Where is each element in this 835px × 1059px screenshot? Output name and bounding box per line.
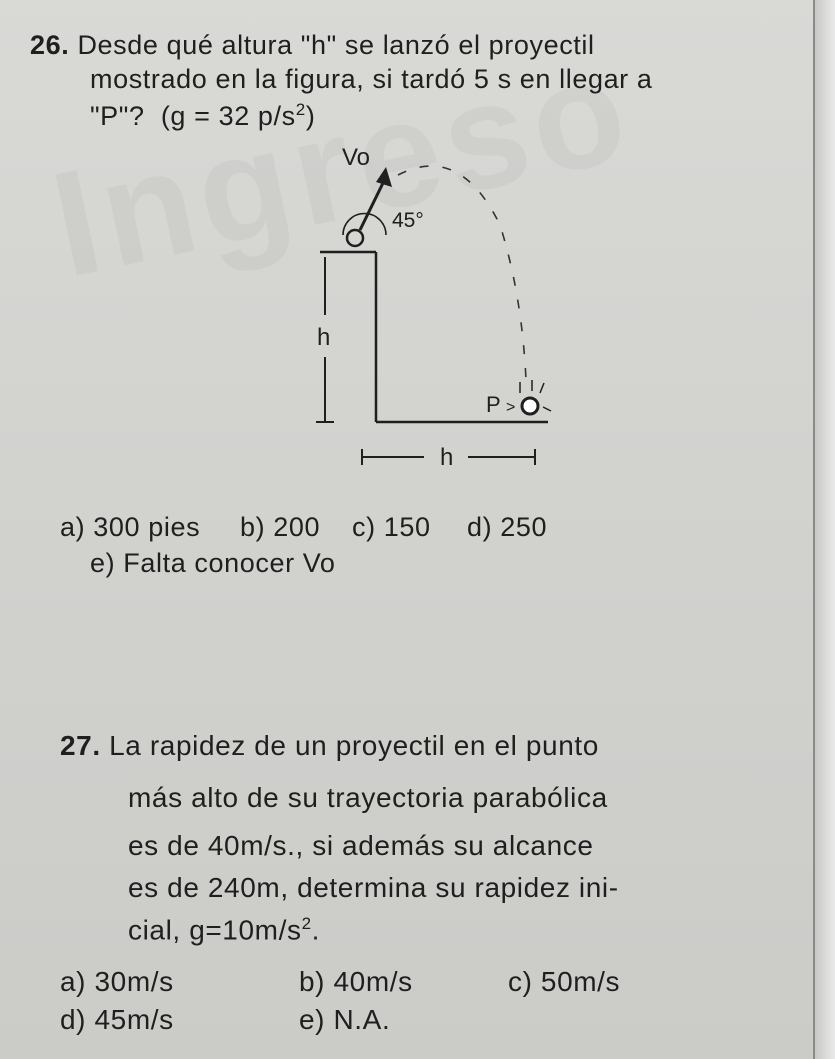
- impact-mark-4: [543, 407, 551, 411]
- q27-option-e: e) N.A.: [299, 1004, 391, 1035]
- q27-option-d: d) 45m/s: [60, 1004, 174, 1035]
- q26-option-b: b) 200: [240, 512, 321, 542]
- q26-option-d: d) 250: [467, 512, 548, 542]
- q27-text-line2: más alto de su trayectoria parabólica: [128, 782, 608, 813]
- projectile-figure: [300, 135, 570, 475]
- angle-label: 45°: [392, 209, 424, 232]
- q27-option-c: c) 50m/s: [508, 966, 621, 997]
- q27-text-line3: es de 40m/s., si además su alcance: [128, 830, 594, 861]
- q27-text-line1: La rapidez de un proyectil en el punto: [109, 730, 599, 761]
- q26-option-a: a) 300 pies: [60, 512, 201, 542]
- q26-gravity-close: ): [305, 101, 316, 131]
- q26-line1: [30, 30, 595, 61]
- impact-ball: [522, 398, 538, 414]
- q27-line5: [128, 914, 320, 946]
- q27-option-a: a) 30m/s: [60, 966, 174, 997]
- q26-line3: [90, 100, 315, 132]
- point-label: P: [486, 392, 501, 417]
- velocity-arrowhead: [376, 167, 392, 187]
- page-edge: [813, 0, 835, 1059]
- q26-text-line1: Desde qué altura "h" se lanzó el proyectil: [77, 30, 595, 60]
- projectile-start: [347, 230, 363, 246]
- q26-option-e: e) Falta conocer Vo: [90, 548, 336, 578]
- trajectory-path: [398, 166, 526, 380]
- impact-mark-3: [540, 383, 544, 393]
- q26-option-c: c) 150: [352, 512, 431, 542]
- q27-gravity-close: .: [311, 914, 321, 946]
- q27-text-line4: es de 240m, determina su rapidez ini-: [128, 872, 619, 903]
- velocity-label: Vo: [342, 144, 371, 171]
- q27-initial-word: cial,: [128, 914, 181, 946]
- q26-gravity: (g = 32 p/s: [160, 101, 296, 131]
- q27-number: 27.: [60, 730, 101, 761]
- q27-line1: [60, 730, 599, 762]
- q27-option-b: b) 40m/s: [299, 966, 413, 997]
- distance-label: h: [440, 444, 454, 471]
- q26-gravity-exponent: 2: [295, 100, 306, 119]
- velocity-vector: [360, 181, 384, 230]
- point-pointer: >: [506, 399, 516, 416]
- q26-number: 26.: [30, 30, 70, 60]
- q27-gravity-exponent: 2: [301, 914, 312, 933]
- height-label: h: [317, 324, 331, 351]
- q26-point-question: "P"?: [90, 101, 145, 131]
- q26-text-line2: mostrado en la figura, si tardó 5 s en llegar a: [90, 64, 653, 94]
- q27-gravity: g=10m/s: [189, 914, 302, 946]
